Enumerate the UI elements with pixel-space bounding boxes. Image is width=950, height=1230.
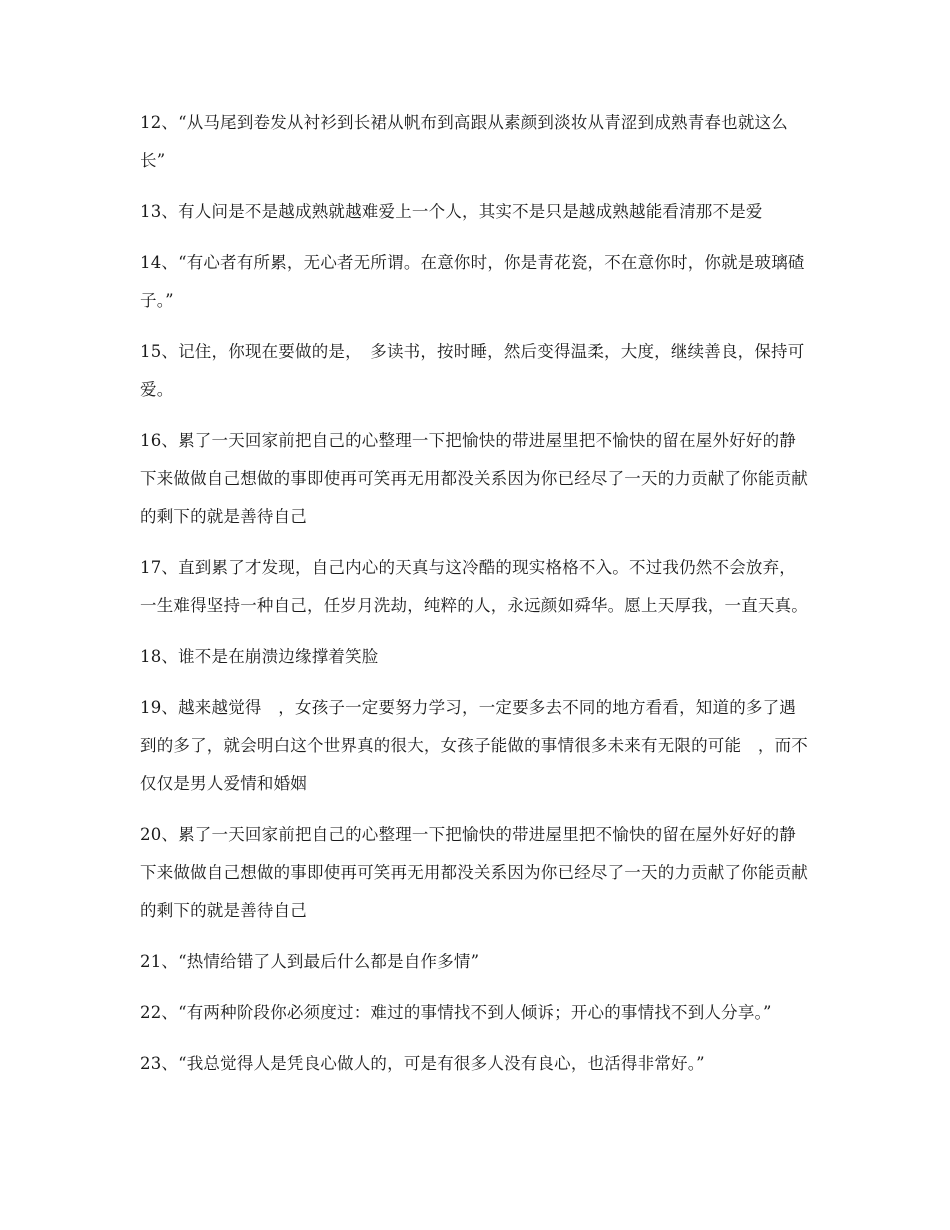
- paragraph-14: 14、“有心者有所累，无心者无所谓。在意你时，你是青花瓷，不在意你时，你就是玻璃碴子。”: [140, 253, 805, 310]
- paragraph-17: 17、直到累了才发现，自己内心的天真与这冷酷的现实格格不入。不过我仍然不会放弃，一生难得坚持一种自己，任岁月洗劫，纯粹的人，永远颜如舜华。愿上天厚我，一直天真。: [140, 558, 808, 615]
- paragraph-16: 16、累了一天回家前把自己的心整理一下把愉快的带进屋里把不愉快的留在屋外好好的静下来做做自己想做的事即使再可笑再无用都没关系因为你已经尽了一天的力贡献了你能贡献的剩下的就是善待自己: [140, 431, 808, 526]
- paragraph-23: 23、“我总觉得人是凭良心做人的，可是有很多人没有良心，也活得非常好。”: [140, 1054, 705, 1073]
- paragraph-15: 15、记住，你现在要做的是， 多读书，按时睡，然后变得温柔，大度，继续善良，保持可爱。: [140, 342, 805, 399]
- paragraph-19: 19、越来越觉得 ，女孩子一定要努力学习，一定要多去不同的地方看看，知道的多了遇到的多了，就会明白这个世界真的很大，女孩子能做的事情很多未来有无限的可能 ，而不仅仅是男人爱情和婚姻: [140, 698, 808, 793]
- paragraph-22: 22、“有两种阶段你必须度过：难过的事情找不到人倾诉；开心的事情找不到人分享。”: [140, 1003, 772, 1022]
- paragraph-21: 21、“热情给错了人到最后什么都是自作多情”: [140, 952, 480, 971]
- paragraph-13: 13、有人问是不是越成熟就越难爱上一个人，其实不是只是越成熟越能看清那不是爱: [140, 202, 763, 221]
- paragraph-18: 18、谁不是在崩溃边缘撑着笑脸: [140, 647, 379, 666]
- paragraph-12: 12、“从马尾到卷发从衬衫到长裙从帆布到高跟从素颜到淡妆从青涩到成熟青春也就这么长”: [140, 113, 788, 170]
- paragraph-20: 20、累了一天回家前把自己的心整理一下把愉快的带进屋里把不愉快的留在屋外好好的静下来做做自己想做的事即使再可笑再无用都没关系因为你已经尽了一天的力贡献了你能贡献的剩下的就是善待自己: [140, 825, 808, 920]
- document-body: [140, 104, 812, 1096]
